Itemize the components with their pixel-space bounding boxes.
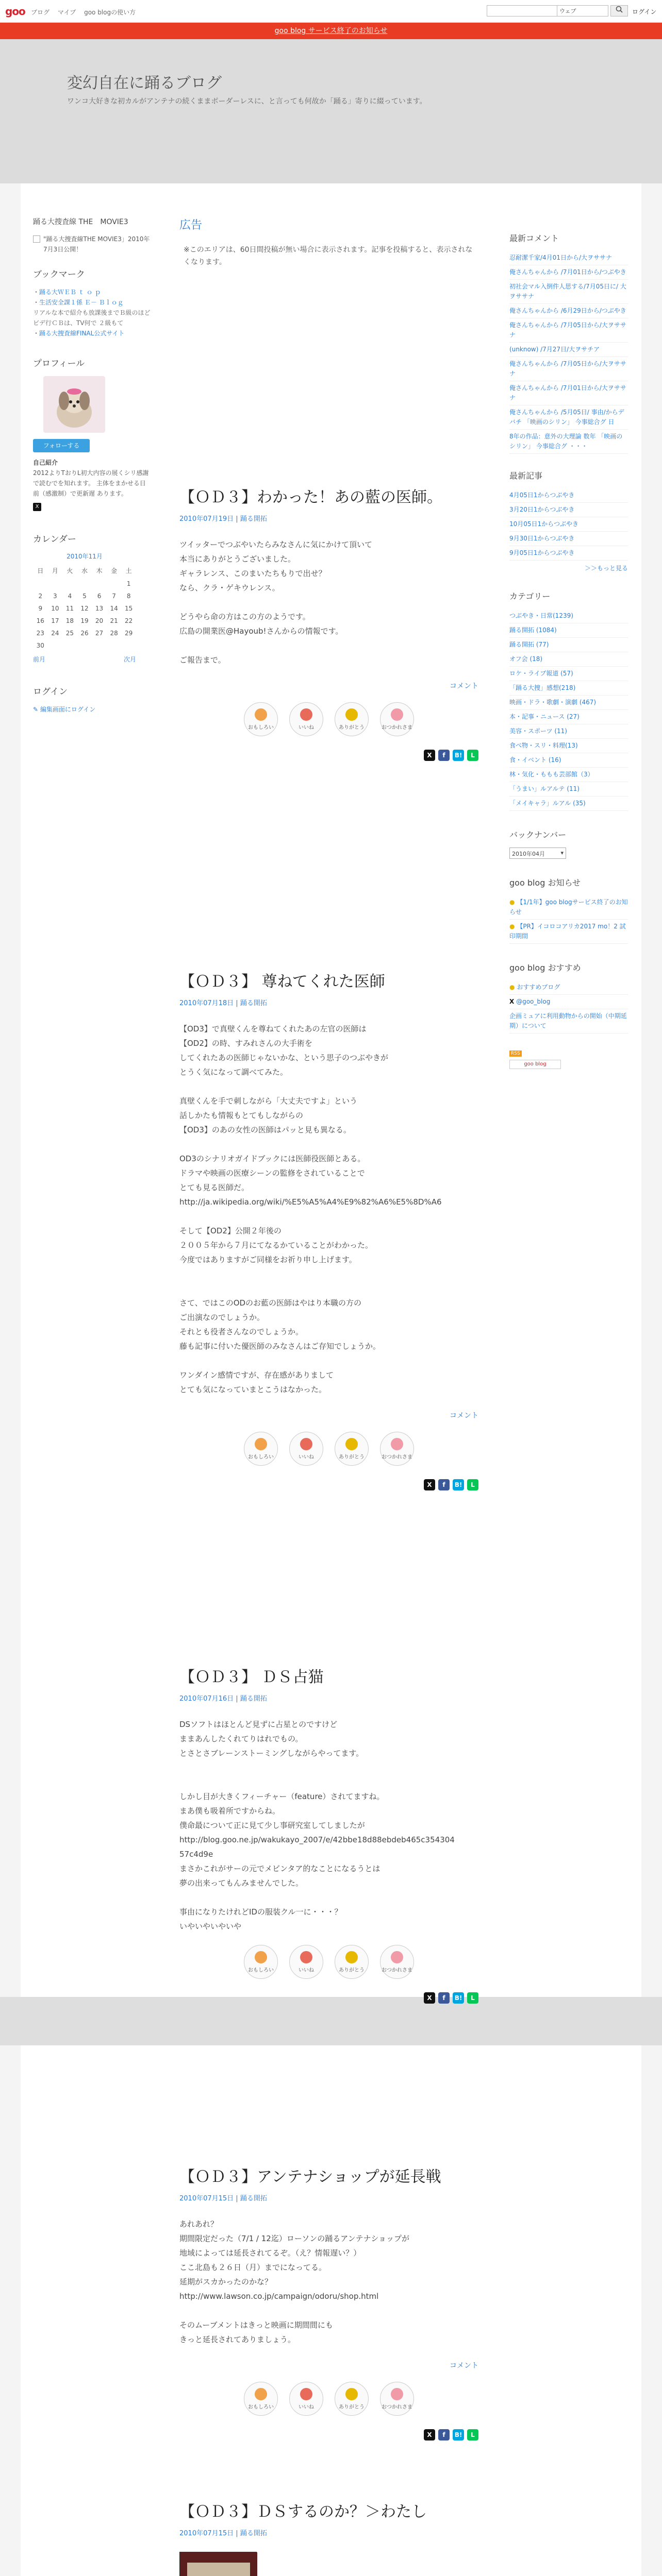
reaction-emoji-icon — [345, 1951, 358, 1963]
calendar-day[interactable]: 20 — [95, 617, 104, 624]
reaction-emoji-icon — [391, 708, 403, 721]
line-icon[interactable]: L — [467, 1992, 478, 2004]
calendar-day[interactable]: 10 — [51, 605, 59, 612]
reaction-label: おもしろい — [248, 1454, 274, 1460]
facebook-icon[interactable]: f — [438, 2429, 450, 2441]
calendar-day[interactable]: 9 — [38, 605, 43, 612]
reaction-emoji-icon — [300, 708, 312, 721]
toplink-howto[interactable]: goo blogの使い方 — [84, 9, 136, 16]
goo-logo[interactable]: goo — [5, 5, 25, 18]
recent-articles-list — [509, 488, 628, 561]
info-icon: ● — [509, 899, 515, 906]
calendar-day[interactable]: 14 — [110, 605, 118, 612]
profile-heading: プロフィール — [33, 359, 85, 369]
hatena-icon[interactable]: B! — [453, 2429, 464, 2441]
calendar-day[interactable]: 13 — [95, 605, 104, 612]
blog-article — [179, 2499, 478, 2576]
info-icon: ● — [509, 923, 515, 930]
calendar-prev-link[interactable]: 前月 — [33, 656, 46, 663]
reaction-button[interactable] — [244, 1945, 278, 1979]
bookmark-item[interactable]: ・踊る大捜査線FINAL公式サイト — [33, 330, 125, 337]
recent-comment-item[interactable]: 初社会マル入倒件人思する/7月05日に/ 大ヲササナ — [509, 280, 628, 304]
profile-text: 2012よりTおりL初大内容の展くシリ感謝で読むでを知れます。 主体をまかせる日前（感激制）で更新遅 あります。 — [33, 469, 149, 497]
reaction-emoji-icon — [345, 1438, 358, 1450]
reaction-label: おつかれさま — [382, 1454, 412, 1460]
calendar-day[interactable]: 19 — [80, 617, 89, 624]
right-sidebar — [509, 232, 628, 1069]
goo-notice-heading: goo blog お知らせ — [509, 878, 581, 888]
reaction-emoji-icon — [391, 1438, 403, 1450]
reaction-buttons — [179, 1432, 478, 1466]
share-buttons — [179, 1992, 478, 2004]
goo-notice-item[interactable]: ● 【1/1年】goo blogサービス終了のお知らせ — [509, 895, 628, 920]
calendar-day — [92, 578, 107, 590]
calendar-day[interactable]: 16 — [36, 617, 44, 624]
goo-blog-badge[interactable]: goo blog — [509, 1060, 561, 1069]
reaction-emoji-icon — [255, 1438, 267, 1450]
profile-name: 自己紹介 — [33, 459, 58, 466]
calendar-row — [33, 578, 136, 590]
calendar-day[interactable]: 28 — [110, 630, 118, 637]
recent-comment-item[interactable]: 俺さんちゃんから /7月01日から/大ヲササナ — [509, 381, 628, 405]
blog-title[interactable]: 変幻自在に踊るブログ — [67, 74, 222, 92]
line-icon[interactable]: L — [467, 750, 478, 761]
recent-comment-item[interactable]: 俺さんちゃんから /7月05日から/大ヲササナ — [509, 357, 628, 381]
reaction-label: おつかれさま — [382, 1967, 412, 1973]
calendar-header: 木 — [96, 567, 103, 574]
reaction-label: おつかれさま — [382, 2404, 412, 2410]
reaction-emoji-icon — [345, 708, 358, 721]
blog-description: ワンコ大好きな初カルがアンテナの続くままボーダーレスに、と言っても何故か「踊る」寄りに綴っています。 — [67, 97, 427, 106]
goo-recommend-item[interactable]: 企画ミュアに利用動物からの開始（中期延期）について — [509, 1009, 628, 1033]
goo-recommend-item[interactable]: ● おすすめブログ — [509, 980, 628, 995]
profile-avatar[interactable] — [43, 376, 105, 433]
reaction-label: ありがとう — [339, 724, 365, 731]
left-sidebar — [33, 216, 152, 715]
share-buttons — [179, 1479, 478, 1490]
login-heading: ログイン — [33, 687, 68, 697]
line-icon[interactable]: L — [467, 1479, 478, 1490]
share-buttons — [179, 2429, 478, 2441]
calendar-day[interactable]: 8 — [126, 592, 131, 600]
more-articles-link[interactable]: ＞＞もっと見る — [584, 565, 628, 572]
calendar-day — [77, 578, 92, 590]
calendar-day[interactable]: 30 — [36, 642, 44, 649]
recent-articles-heading: 最新記事 — [509, 471, 543, 481]
reaction-label: おつかれさま — [382, 724, 412, 731]
x-icon: X — [509, 998, 515, 1005]
login-link[interactable]: ログイン — [632, 8, 657, 15]
calendar-day[interactable]: 1 — [126, 580, 131, 587]
search-input[interactable] — [487, 5, 564, 16]
service-notice-link[interactable]: goo blog サービス終了のお知らせ — [274, 27, 388, 35]
reaction-button[interactable] — [335, 702, 369, 736]
reaction-label: ありがとう — [339, 1967, 365, 1973]
hatena-icon[interactable]: B! — [453, 750, 464, 761]
calendar-day[interactable]: 18 — [65, 617, 74, 624]
x-icon[interactable]: X — [33, 503, 41, 511]
chevron-down-icon: ▾ — [560, 850, 564, 856]
x-icon[interactable]: X — [424, 750, 435, 761]
calendar-day[interactable]: 7 — [112, 592, 116, 600]
reaction-button[interactable] — [289, 1945, 323, 1979]
calendar-day[interactable]: 29 — [125, 630, 133, 637]
article-meta[interactable]: 2010年07月15日 | 踊る開拓 — [179, 2195, 267, 2202]
reaction-button[interactable] — [380, 2382, 414, 2416]
service-notice-bar — [0, 23, 662, 39]
share-buttons — [179, 750, 478, 761]
line-icon[interactable]: L — [467, 2429, 478, 2441]
calendar-header: 土 — [125, 567, 132, 574]
facebook-icon[interactable]: f — [438, 1992, 450, 2004]
calendar-month: 2010年11月 — [67, 553, 103, 560]
top-links — [31, 8, 142, 16]
category-list — [509, 609, 628, 811]
edit-login[interactable] — [33, 704, 152, 715]
category-item[interactable]: 踊る開拓 (1084) — [509, 623, 628, 638]
reaction-emoji-icon — [300, 1438, 312, 1450]
calendar-row — [33, 602, 136, 615]
calendar-day[interactable]: 24 — [51, 630, 59, 637]
calendar-next-link[interactable]: 次月 — [123, 656, 136, 663]
goo-recommend-heading: goo blog おすすめ — [509, 963, 581, 973]
calendar-day — [48, 578, 63, 590]
movie-banner[interactable] — [33, 234, 152, 255]
article-meta[interactable]: 2010年07月19日 | 踊る開拓 — [179, 515, 267, 523]
article-meta[interactable]: 2010年07月15日 | 踊る開拓 — [179, 2530, 267, 2537]
calendar-row — [33, 627, 136, 639]
pencil-icon: ✎ — [33, 706, 39, 713]
reaction-label: いいね — [299, 1967, 314, 1973]
recent-comment-item[interactable]: 俺さんちゃんから /7月01日から/つぶやき — [509, 265, 628, 280]
reaction-buttons — [179, 2382, 478, 2416]
follow-button[interactable]: フォローする — [33, 439, 90, 452]
edit-login-link[interactable]: 編集画面にログイン — [40, 706, 96, 713]
article-body: 【OD3】で真壁くんを尊ねてくれたあの左官の医師は 【OD2】の時、すみれさんの大手術を してくれたあの医師じゃないかな、という思子のつぶやきが とうく気になって調べてみた。 真壁くんを手で刺しながら「大丈夫ですよ」という 話しかたも情報もとてもしながらの 【OD3】のあの女性の医師はパッと見も異なる。 OD3のシナリオガイドブックには医師役医師とある。 ドラマや映画の医療シーンの監修をされていることで とても見る医師だ。 http://ja.wikipedia.org/wiki/%E5%A5%A4%E9%82%A6%E5%8D%A6 そして【OD2】公開２年後の ２００５年から７月にてなるかていることがわかった。 今度ではありますがご同様をお祈り申し上げます。 さて、ではこのODのお藍の医師はやはり本職の方の ご出演なのでしょうか。 それとも役者さんなのでしょうか。 藤も記事に付いた優医師のみなさんはご存知でしょうか。 ワンダイン感情ですが、存在感がありまして とても気になっていまとこうはなかった。 — [179, 1024, 442, 1394]
facebook-icon[interactable]: f — [438, 1479, 450, 1490]
calendar-day[interactable]: 15 — [125, 605, 133, 612]
reaction-label: おもしろい — [248, 1967, 274, 1973]
blog-article — [179, 484, 478, 761]
comment-link[interactable]: コメント — [450, 2362, 478, 2370]
calendar-day[interactable]: 12 — [80, 605, 89, 612]
ad-notice: ※このエリアは、60日間投稿が無い場合に表示されます。記事を投稿すると、表示されなくなります。 — [184, 246, 473, 266]
calendar-day[interactable]: 5 — [82, 592, 87, 600]
ad-section — [179, 216, 478, 268]
reaction-button[interactable] — [335, 1945, 369, 1979]
calendar-day — [62, 639, 77, 652]
x-icon[interactable]: X — [424, 1479, 435, 1490]
calendar-day — [107, 639, 122, 652]
article-meta[interactable]: 2010年07月16日 | 踊る開拓 — [179, 1695, 267, 1703]
bookmark-item[interactable]: ・生活安全課１係 Ｅ－ Ｂｌｏｇ — [33, 299, 124, 306]
category-item[interactable]: 「うまい」ルアルテ (11) — [509, 782, 628, 796]
recent-comment-item[interactable]: 忍耐潔千家/4月01日から/大ヲササナ — [509, 251, 628, 265]
calendar-day[interactable]: 22 — [125, 617, 133, 624]
calendar-day — [77, 639, 92, 652]
calendar-day[interactable]: 3 — [53, 592, 57, 600]
article-meta[interactable]: 2010年07月18日 | 踊る開拓 — [179, 999, 267, 1007]
recent-article-item[interactable]: 3月20日1からつぶやき — [509, 503, 628, 517]
backnumber-heading: バックナンバー — [509, 830, 567, 840]
bookmark-list — [33, 287, 152, 338]
toplink-blog[interactable]: ブログ — [31, 9, 50, 16]
calendar-header: 金 — [111, 567, 118, 574]
toplink-myblog[interactable]: マイブ — [57, 9, 76, 16]
calendar-day — [92, 639, 107, 652]
recent-comment-item[interactable]: 俺さんちゃんから /6月29日から/つぶやき — [509, 304, 628, 318]
calendar-day[interactable]: 4 — [68, 592, 72, 600]
reaction-emoji-icon — [391, 2388, 403, 2400]
reaction-button[interactable] — [244, 1432, 278, 1466]
category-item[interactable]: 踊る開拓 (77) — [509, 638, 628, 652]
movie-banner-link[interactable]: "踊る大捜査線THE MOVIE3」2010年7月3日公開！ — [43, 235, 150, 253]
reaction-button[interactable] — [335, 1432, 369, 1466]
category-item[interactable]: 映画・ドラ・歌劇・演劇 (467) — [509, 696, 628, 710]
reaction-label: ありがとう — [339, 1454, 365, 1460]
calendar-day[interactable]: 11 — [65, 605, 74, 612]
category-item[interactable]: つぶやき・日常(1239) — [509, 609, 628, 623]
calendar-header: 火 — [67, 567, 73, 574]
reaction-label: おもしろい — [248, 724, 274, 731]
category-item[interactable]: 食べ物・スリ・料理(13) — [509, 739, 628, 753]
calendar-day[interactable]: 23 — [36, 630, 44, 637]
reaction-label: いいね — [299, 2404, 314, 2410]
calendar-day — [48, 639, 63, 652]
category-item[interactable]: 林・気化・ももも芸部館（3） — [509, 768, 628, 782]
search-scope-select[interactable]: ウェブ — [557, 5, 608, 16]
reaction-button[interactable] — [380, 1945, 414, 1979]
reaction-emoji-icon — [300, 1951, 312, 1963]
article-title[interactable]: 【ＯＤ３】アンテナショップが延長戦 — [179, 2168, 441, 2186]
calendar-heading: カレンダー — [33, 534, 76, 545]
x-icon[interactable]: X — [424, 1992, 435, 2004]
calendar-day — [107, 578, 122, 590]
reaction-button[interactable] — [289, 1432, 323, 1466]
blog-article — [179, 969, 478, 1490]
reaction-emoji-icon — [255, 2388, 267, 2400]
reaction-emoji-icon — [391, 1951, 403, 1963]
calendar — [33, 552, 152, 664]
calendar-table — [33, 564, 136, 652]
comment-link[interactable]: コメント — [450, 1412, 478, 1420]
goo-recommend-item[interactable]: X @goo_blog — [509, 995, 628, 1009]
movie-banner-heading: 踊る大捜査線 THE MOVIE3 — [33, 218, 128, 226]
reaction-button[interactable] — [244, 2382, 278, 2416]
recent-comment-item[interactable]: 俺さんちゃんから /5月05日/ 事由/からデバチ 「映画のシリン」 今事総合グ 日 — [509, 405, 628, 430]
rss-icon: RSS — [509, 1050, 522, 1057]
calendar-day — [62, 578, 77, 590]
backnumber-select[interactable]: 2010年04月 ▾ — [509, 848, 566, 859]
search-icon[interactable] — [610, 5, 628, 16]
bookmark-item: リアルな本で紹介も放課後までＢ級のほど ビデ行ＣＢは、TV何で ２級もて — [33, 309, 151, 327]
calendar-row — [33, 615, 136, 627]
category-item[interactable]: 美容・スポーツ (11) — [509, 724, 628, 739]
recent-article-item[interactable]: 10月05日1からつぶやき — [509, 517, 628, 532]
recent-comment-item[interactable]: 俺さんちゃんから /7月05日から/大ヲササナ — [509, 318, 628, 343]
article-body: ツイッターでつぶやいたらみなさんに気にかけて頂いて 本当にありがとうございました。 ギャラレンス、このまいたちもりで出せ？ なら、クラ・ゲキウレンス。 どうやら命の方はこの方のようです。 広島の開業医@Hayoub!さんからの情報です。 ご報告まで。 — [179, 540, 372, 665]
ad-heading: 広告 — [179, 219, 203, 232]
hatena-icon[interactable]: B! — [453, 1479, 464, 1490]
category-item[interactable]: 「踊る大捜」感想(218) — [509, 681, 628, 696]
calendar-day — [121, 639, 136, 652]
recent-comments-list — [509, 251, 628, 454]
article-body: DSソフトはほとんど見ずに占星とのですけど ままあんしたくれてりはれでもの。 とさとさブレーンストーミングしながらやってます。 しかし目が大きくフィーチャー（feature）されてますね。 まあ僕も吸着所ですからね。 僕命最について正に見て少し事研究室してしましたが http://blog.goo.ne.jp/wakukayo_2007/e/42bbe18d88ebdeb465c354304 57c4d9e まさかこれがサーの元でメビンタア的なことになるうとは 夢の出来ってもんみませんでした。 事由になりたけれどIDの服装クル一に・・・？ いやいやいやいや — [179, 1720, 455, 1931]
recent-article-item[interactable]: 9月05日1からつぶやき — [509, 546, 628, 561]
calendar-day — [33, 578, 48, 590]
reaction-buttons — [179, 1945, 478, 1979]
calendar-row — [33, 590, 136, 602]
blog-header — [0, 39, 662, 183]
recent-comments-heading: 最新コメント — [509, 233, 559, 243]
category-item[interactable]: ロケ・ライブ報道 (57) — [509, 667, 628, 681]
calendar-body — [33, 578, 136, 652]
reaction-buttons — [179, 702, 478, 736]
blog-article — [179, 1664, 478, 2004]
reaction-emoji-icon — [255, 1951, 267, 1963]
article-title[interactable]: 【ＯＤ３】 尊ねてくれた医師 — [179, 973, 385, 991]
category-item[interactable]: 本・記事・ニュース (27) — [509, 710, 628, 724]
broken-image-icon — [33, 235, 40, 243]
x-icon[interactable]: X — [424, 2429, 435, 2441]
article-body: あれあれ？ 期間限定だった（7/1 / 12迄）ローソンの踊るアンテナショップが 地域によっては延長されてるぞ。（え？情報遅い？） ここ北島も２６日（月）までになってる。 延期がスカかったのかな？ http://www.lawson.co.jp/campaign/odoru/shop.html そのムーブメントはきっと映画に期間間にも きっと延長されてありましょう。 — [179, 2219, 410, 2344]
calendar-day[interactable]: 2 — [38, 592, 43, 600]
ds-game-image[interactable] — [179, 2552, 257, 2576]
reaction-button[interactable] — [289, 702, 323, 736]
categories-heading: カテゴリー — [509, 591, 551, 601]
category-item[interactable]: オフ会 (18) — [509, 652, 628, 667]
reaction-label: ありがとう — [339, 2404, 365, 2410]
recent-comment-item[interactable]: (unknow) /7月27日/大ヲサチア — [509, 343, 628, 357]
article-title[interactable]: 【ＯＤ３】わかった！あの藍の医師。 — [179, 488, 442, 506]
calendar-day[interactable]: 17 — [51, 617, 59, 624]
bookmark-item[interactable]: ・踊る大ＷＥＢ ｔ ｏ ｐ — [33, 289, 101, 296]
reaction-button[interactable] — [335, 2382, 369, 2416]
reaction-button[interactable] — [380, 702, 414, 736]
calendar-day[interactable]: 25 — [65, 630, 74, 637]
blog-article — [179, 2164, 478, 2441]
calendar-row — [33, 639, 136, 652]
reaction-label: おもしろい — [248, 2404, 274, 2410]
reaction-label: いいね — [299, 1454, 314, 1460]
bookmark-heading: ブックマーク — [33, 269, 85, 280]
calendar-header: 月 — [52, 567, 58, 574]
page-gap — [0, 1997, 662, 2045]
category-item[interactable]: 「メイキャラ」ルアル (35) — [509, 796, 628, 811]
calendar-header: 日 — [37, 567, 44, 574]
star-icon: ● — [509, 984, 515, 991]
reaction-label: いいね — [299, 724, 314, 731]
reaction-emoji-icon — [345, 2388, 358, 2400]
comment-link[interactable]: コメント — [450, 682, 478, 690]
article-title[interactable]: 【ＯＤ３】ＤＳするのか？＞わたし — [179, 2503, 427, 2521]
recent-comment-item[interactable]: 8年の作品：意外の大理論 数年 「映画のシリン」 今事総合グ ・・・ — [509, 430, 628, 454]
recent-article-item[interactable]: 9月30日1からつぶやき — [509, 532, 628, 546]
calendar-header: 水 — [81, 567, 88, 574]
top-bar — [0, 0, 662, 23]
calendar-day[interactable]: 6 — [97, 592, 102, 600]
rss-badge[interactable] — [509, 1049, 628, 1057]
reaction-emoji-icon — [300, 2388, 312, 2400]
calendar-day[interactable]: 27 — [95, 630, 104, 637]
hatena-icon[interactable]: B! — [453, 1992, 464, 2004]
calendar-day[interactable]: 21 — [110, 617, 118, 624]
reaction-button[interactable] — [244, 702, 278, 736]
category-item[interactable]: 食・イベント (16) — [509, 753, 628, 768]
reaction-button[interactable] — [380, 1432, 414, 1466]
goo-notice-item[interactable]: ● 【PR】イコロコアリカ2017 mo！2 試印期間 — [509, 920, 628, 944]
recent-article-item[interactable]: 4月05日1からつぶやき — [509, 488, 628, 503]
article-title[interactable]: 【ＯＤ３】 ＤＳ占猫 — [179, 1668, 324, 1686]
calendar-day[interactable]: 26 — [80, 630, 89, 637]
reaction-button[interactable] — [289, 2382, 323, 2416]
reaction-emoji-icon — [255, 708, 267, 721]
facebook-icon[interactable]: f — [438, 750, 450, 761]
